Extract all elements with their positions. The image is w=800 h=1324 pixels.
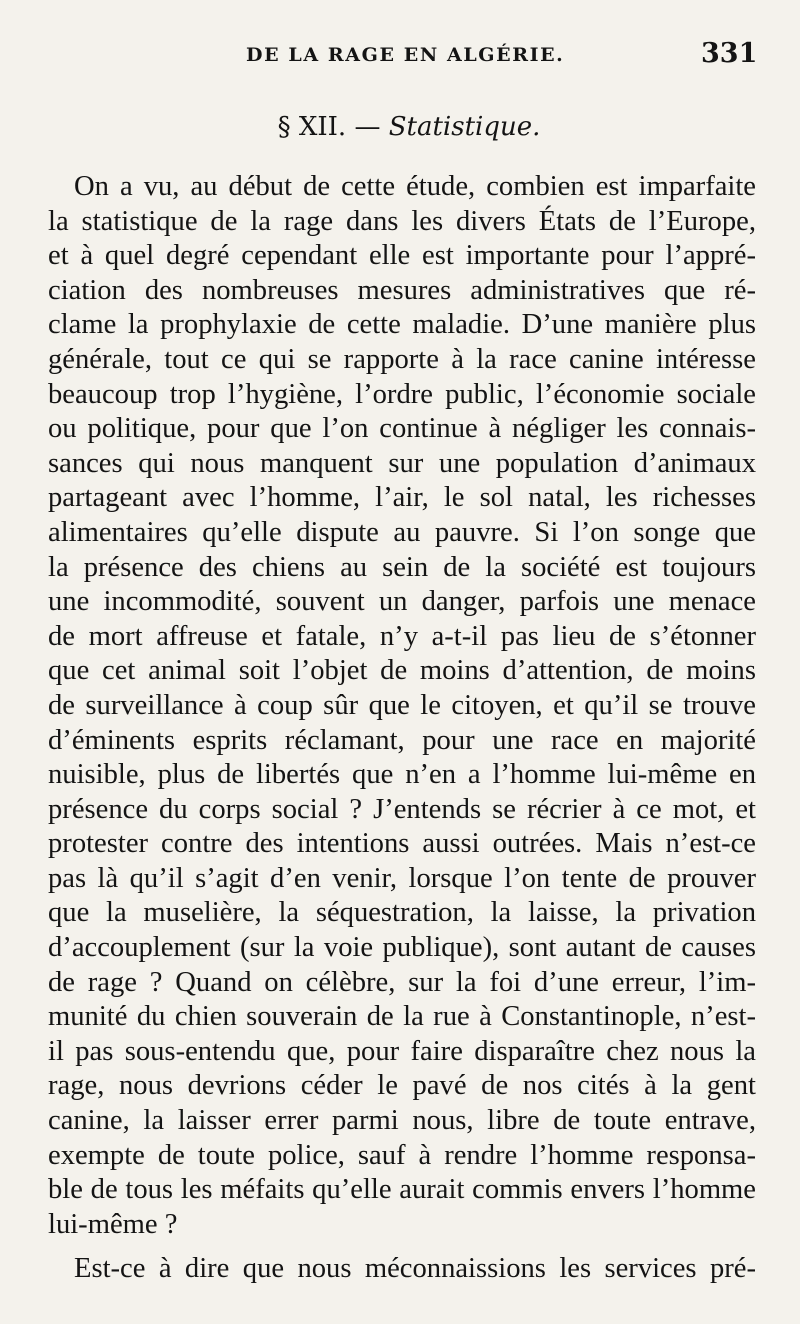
text-line: rage, nous devrions céder le pavé de nos cités à la gent [48,1070,756,1102]
text-line: ble de tous les méfaits qu’elle aurait commis envers l’homme [48,1174,756,1206]
text-line: Est-ce à dire que nous méconnaissions les services pré- [74,1253,756,1285]
paragraph [48,170,756,1242]
text-line: pas là qu’il s’agit d’en venir, lorsque l’on tente de prouver [48,862,756,894]
text-line: d’éminents esprits réclamant, pour une race en majorité [48,724,756,756]
text-line: On a vu, au début de cette étude, combien est imparfaite [74,171,756,202]
text-line: de mort affreuse et fatale, n’y a-t-il pas lieu de s’étonner [48,620,756,652]
text-line: d’accouplement (sur la voie publique), sont autant de causes [48,932,756,964]
text-line: ciation des nombreuses mesures administratives que ré- [48,274,756,306]
text-line: lui-même ? [48,1208,178,1240]
paragraph-spacer [48,1242,756,1252]
text-line: de surveillance à coup sûr que le citoyen, et qu’il se trouve [48,689,756,721]
text-line: la statistique de la rage dans les divers États de l’Europe, [48,205,756,237]
text-line: beaucoup trop l’hygiène, l’ordre public, l’économie sociale [48,378,756,410]
text-line: de rage ? Quand on célèbre, sur la foi d’une erreur, l’im- [48,966,756,998]
paragraph [48,1252,756,1287]
text-line: la présence des chiens au sein de la société est toujours [48,551,756,583]
text-line: clame la prophylaxie de cette maladie. D’une manière plus [48,309,756,341]
text-line: partageant avec l’homme, l’air, le sol natal, les richesses [48,482,756,514]
text-line: il pas sous-entendu que, pour faire disparaître chez nous la [48,1035,756,1067]
text-line: nuisible, plus de libertés que n’en a l’homme lui-même en [48,759,756,791]
text-line: sances qui nous manquent sur une population d’animaux [48,447,756,479]
section-heading [0,112,800,142]
text-line: que la muselière, la séquestration, la laisse, la privation [48,897,756,929]
text-line: une incommodité, souvent un danger, parfois une menace [48,586,756,618]
text-line: exempte de toute police, sauf à rendre l’homme responsa- [48,1139,756,1171]
page-number: 331 [701,38,758,69]
text-line: protester contre des intentions aussi outrées. Mais n’est-ce [48,828,756,860]
text-line: canine, la laisser errer parmi nous, libre de toute entrave, [48,1105,756,1137]
text-line: générale, tout ce qui se rapporte à la race canine intéresse [48,343,756,375]
running-head [0,38,800,74]
text-line: alimentaires qu’elle dispute au pauvre. Si l’on songe que [48,516,756,548]
text-line: et à quel degré cependant elle est importante pour l’appré- [48,240,756,272]
text-line: que cet animal soit l’objet de moins d’attention, de moins [48,655,756,687]
section-title: Statistique. [388,112,541,142]
text-line: munité du chien souverain de la rue à Constantinople, n’est- [48,1001,756,1033]
section-number: § XII. — [277,112,381,142]
text-line: présence du corps social ? J’entends se récrier à ce mot, et [48,793,756,825]
body-text [48,170,756,1287]
running-title: DE LA RAGE EN ALGÉRIE. [246,44,565,66]
text-line: ou politique, pour que l’on continue à négliger les connais- [48,413,756,445]
